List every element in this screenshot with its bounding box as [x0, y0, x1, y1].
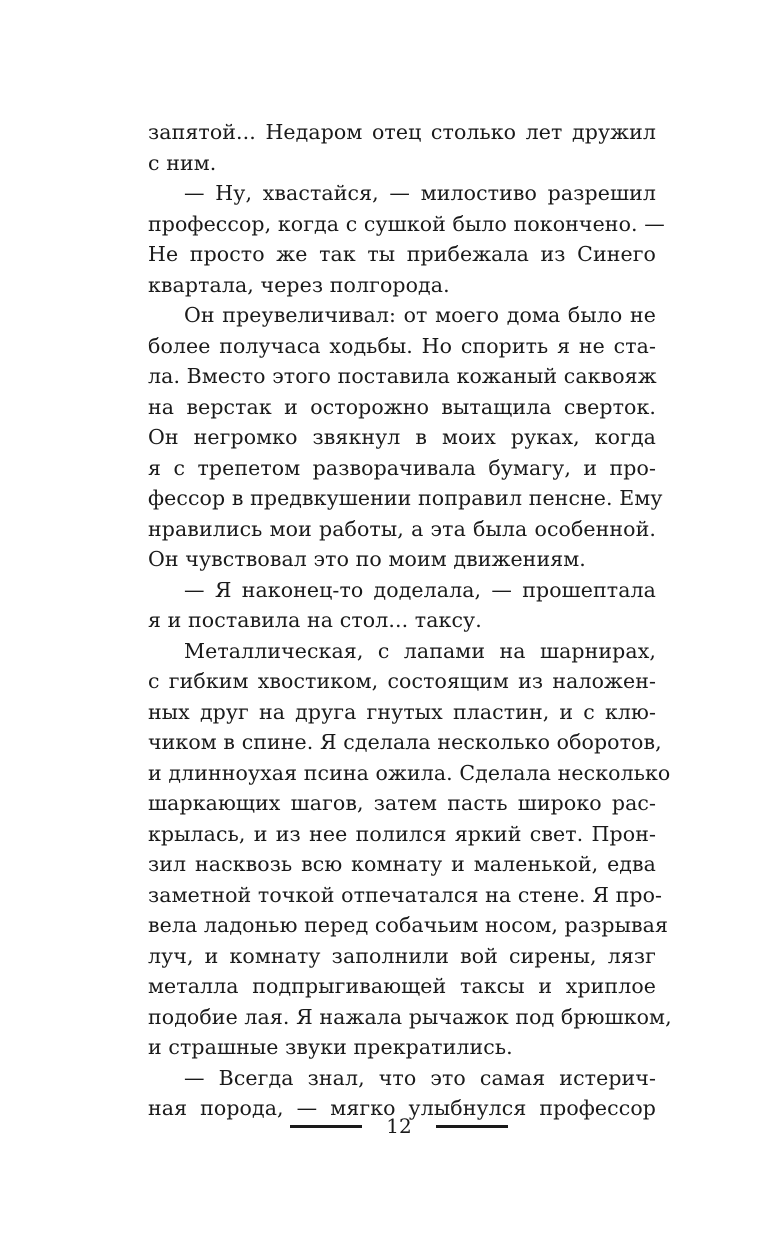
text-line: крылась, и из нее полился яркий свет. Прон-	[148, 821, 656, 846]
text-line: я и поставила на стол... таксу.	[148, 608, 482, 632]
text-line: с ним.	[148, 150, 217, 175]
footer-rule-left	[290, 1125, 362, 1128]
text-line: — Всегда знал, что это самая истерич-	[184, 1065, 656, 1090]
text-line: вела ладонью перед собачьим носом, разрывая	[148, 913, 669, 937]
text-line: Он преувеличивал: от моего дома было не	[184, 303, 656, 327]
text-line: ная порода, — мягко улыбнулся профессор	[148, 1096, 656, 1120]
text-line: луч, и комнату заполнили вой сирены, лязг	[148, 943, 656, 968]
text-line: на верстак и осторожно вытащила сверток.	[148, 394, 656, 419]
text-line: металла подпрыгивающей таксы и хриплое	[148, 974, 656, 998]
text-line: нравились мои работы, а эта была особенной.	[148, 516, 656, 541]
text-line: и страшные звуки прекратились.	[148, 1035, 513, 1059]
text-line: подобие лая. Я нажала рычажок под брюшком,	[148, 1004, 672, 1029]
text-line: — Ну, хвастайся, — милостиво разрешил	[184, 181, 656, 205]
text-line: Он негромко звякнул в моих руках, когда	[148, 425, 656, 449]
text-line: Не просто же так ты прибежала из Синего	[148, 242, 656, 266]
text-line: фессор в предвкушении поправил пенсне. Ему	[148, 486, 663, 510]
text-line: ных друг на друга гнутых пластин, и с клю-	[148, 699, 656, 724]
text-line: Он чувствовал это по моим движениям.	[148, 547, 586, 571]
page-number: 12	[386, 1114, 412, 1138]
text-line: чиком в спине. Я сделала несколько оборотов,	[148, 730, 662, 754]
text-line: — Я наконец-то доделала, — прошептала	[184, 577, 656, 602]
footer-rule-right	[436, 1125, 508, 1128]
text-line: и длинноухая псина ожила. Сделала несколько	[148, 760, 671, 785]
text-line: квартала, через полгорода.	[148, 272, 450, 297]
text-line: заметной точкой отпечатался на стене. Я про-	[148, 882, 663, 907]
text-line: запятой... Недаром отец столько лет дружил	[148, 120, 656, 144]
text-line: зил насквозь всю комнату и маленькой, едва	[148, 852, 656, 876]
text-line: с гибким хвостиком, состоящим из наложен-	[148, 669, 656, 693]
text-line: я с трепетом разворачивала бумагу, и про-	[148, 455, 656, 480]
text-line: более получаса ходьбы. Но спорить я не ста-	[148, 333, 656, 358]
text-line: ла. Вместо этого поставила кожаный саквояж	[148, 364, 657, 388]
text-line: Металлическая, с лапами на шарнирах,	[184, 638, 656, 663]
text-line: профессор, когда с сушкой было покончено. —	[148, 211, 665, 236]
book-page-text	[148, 117, 672, 1124]
page-footer	[0, 1108, 768, 1144]
text-line: шаркающих шагов, затем пасть широко рас-	[148, 791, 656, 815]
